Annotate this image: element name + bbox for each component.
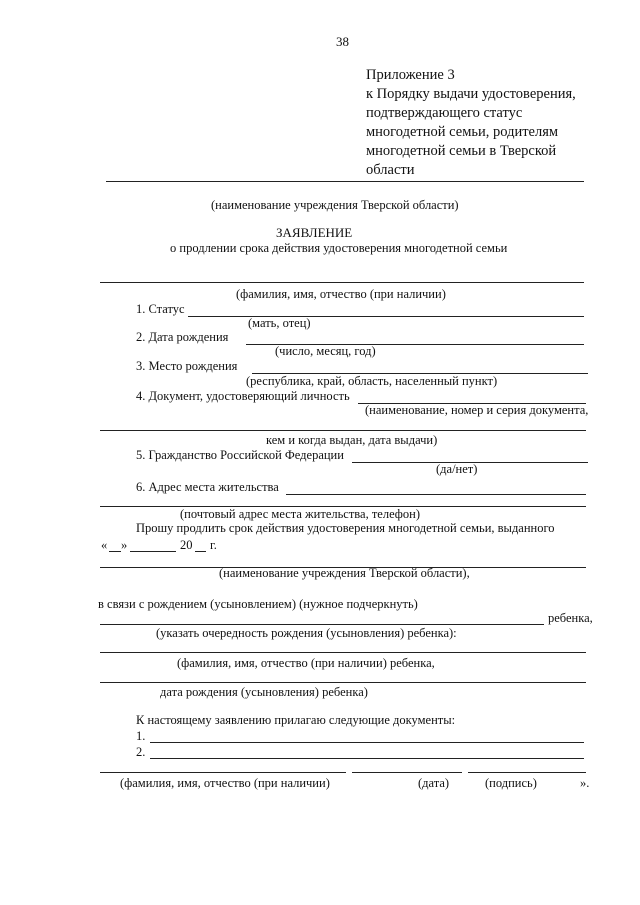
child-word: ребенка, bbox=[548, 611, 593, 625]
date-year-input[interactable] bbox=[195, 551, 206, 552]
child-fio-input-line[interactable] bbox=[100, 652, 586, 653]
status-caption: (мать, отец) bbox=[248, 316, 311, 330]
address-input-line[interactable] bbox=[286, 494, 586, 495]
attachment-number-2: 2. bbox=[136, 745, 146, 759]
appendix-line: подтверждающего статус bbox=[366, 105, 523, 121]
appendix-line: области bbox=[366, 162, 415, 178]
attachment-input-2[interactable] bbox=[150, 758, 584, 759]
attachment-number-1: 1. bbox=[136, 729, 146, 743]
birth-place-caption: (республика, край, область, населенный пункт) bbox=[246, 374, 498, 388]
signature-date-caption: (дата) bbox=[418, 776, 450, 790]
issuer-caption: (наименование учреждения Тверской области), bbox=[219, 566, 470, 580]
page-number: 38 bbox=[336, 34, 349, 49]
appendix-line: многодетной семьи, родителям bbox=[366, 124, 559, 140]
document-caption: (наименование, номер и серия документа, bbox=[365, 403, 589, 417]
citizenship-label: 5. Гражданство Российской Федерации bbox=[136, 448, 344, 462]
date-close-quote: » bbox=[121, 538, 128, 552]
attachments-text: К настоящему заявлению прилагаю следующие документы: bbox=[136, 713, 456, 727]
request-text: Прошу продлить срок действия удостоверения многодетной семьи, выданного bbox=[136, 521, 555, 535]
address-label: 6. Адрес места жительства bbox=[136, 480, 279, 494]
date-open-quote: « bbox=[101, 538, 108, 552]
fio-input-line[interactable] bbox=[100, 282, 584, 283]
child-fio-caption: (фамилия, имя, отчество (при наличии) ребенка, bbox=[177, 656, 435, 670]
signature-sign-input[interactable] bbox=[468, 772, 586, 773]
closing-quote: ». bbox=[580, 776, 590, 790]
child-date-caption: дата рождения (усыновления) ребенка) bbox=[160, 685, 368, 699]
signature-date-input[interactable] bbox=[352, 772, 462, 773]
document-caption-2: кем и когда выдан, дата выдачи) bbox=[266, 433, 438, 447]
fio-caption: (фамилия, имя, отчество (при наличии) bbox=[236, 287, 446, 301]
signature-fio-input[interactable] bbox=[100, 772, 346, 773]
form-title: ЗАЯВЛЕНИЕ bbox=[276, 225, 353, 240]
institution-input-line[interactable] bbox=[106, 181, 584, 182]
document-input-line-2[interactable] bbox=[100, 430, 586, 431]
appendix-block bbox=[366, 66, 576, 180]
birth-date-caption: (число, месяц, год) bbox=[275, 344, 376, 358]
document-label: 4. Документ, удостоверяющий личность bbox=[136, 389, 350, 403]
signature-sign-caption: (подпись) bbox=[485, 776, 537, 790]
child-date-input-line[interactable] bbox=[100, 682, 586, 683]
signature-fio-caption: (фамилия, имя, отчество (при наличии) bbox=[120, 776, 330, 790]
date-day-input[interactable] bbox=[109, 551, 121, 552]
child-order-input-line[interactable] bbox=[100, 624, 544, 625]
status-label: 1. Статус bbox=[136, 302, 185, 316]
institution-caption: (наименование учреждения Тверской области) bbox=[211, 198, 459, 212]
appendix-line: к Порядку выдачи удостоверения, bbox=[366, 86, 576, 102]
appendix-line: Приложение 3 bbox=[366, 67, 455, 83]
form-subtitle: о продлении срока действия удостоверения многодетной семьи bbox=[170, 241, 508, 255]
birth-text: в связи с рождением (усыновлением) (нужное подчеркнуть) bbox=[98, 597, 418, 611]
appendix-line: многодетной семьи в Тверской bbox=[366, 143, 557, 159]
year-prefix: 20 bbox=[180, 538, 193, 552]
order-caption: (указать очередность рождения (усыновления) ребенка): bbox=[156, 626, 457, 640]
year-suffix: г. bbox=[210, 538, 217, 552]
birth-date-label: 2. Дата рождения bbox=[136, 330, 229, 344]
address-caption: (почтовый адрес места жительства, телефон) bbox=[180, 507, 420, 521]
attachment-input-1[interactable] bbox=[150, 742, 584, 743]
birth-place-label: 3. Место рождения bbox=[136, 359, 238, 373]
citizenship-caption: (да/нет) bbox=[436, 462, 478, 476]
date-month-input[interactable] bbox=[130, 551, 176, 552]
